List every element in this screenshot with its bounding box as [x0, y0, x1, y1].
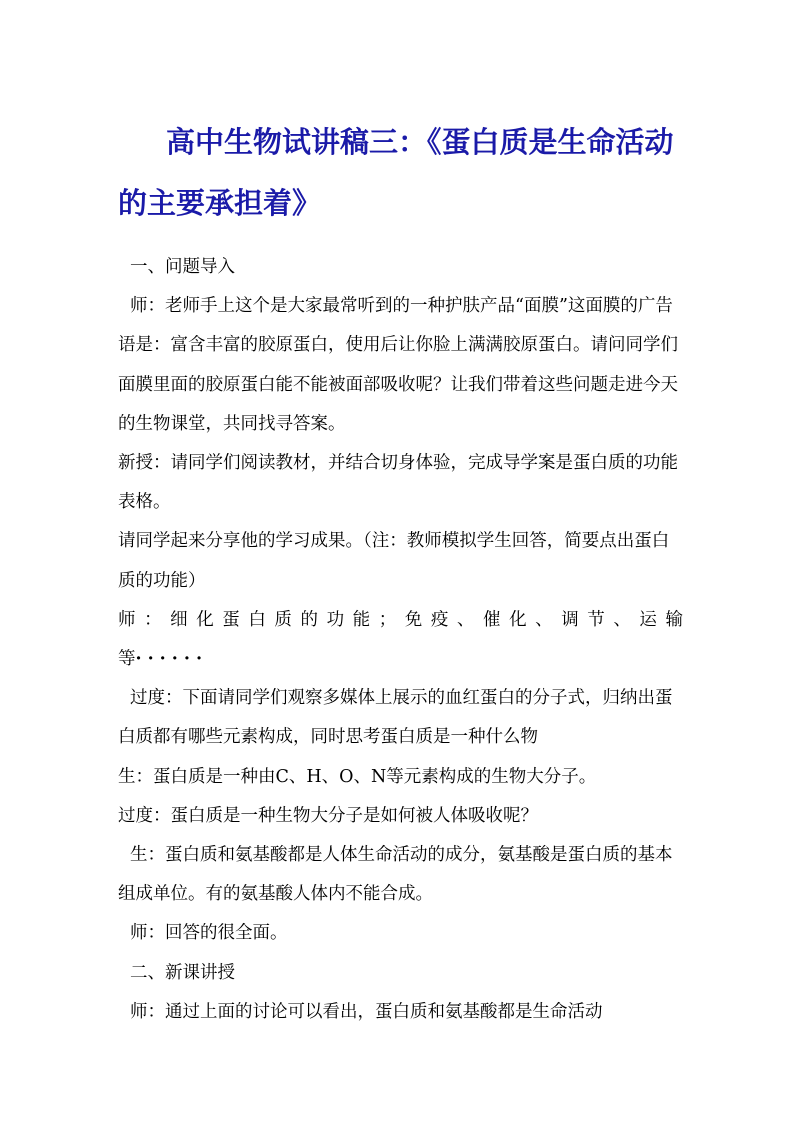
paragraph-new-lesson: 新授：请同学们阅读教材，并结合切身体验，完成导学案是蛋白质的功能表格。 [118, 453, 678, 513]
functions-etc-text: 等 [118, 649, 136, 670]
paragraph-teacher-intro: 师：老师手上这个是大家最常听到的一种护肤产品“面膜”这面膜的广告语是：富含丰富的胶原蛋白，使用后让你脸上满满胶原蛋白。请问同学们面膜里面的胶原蛋白能不能被面部吸收呢？让我们带着这些问题走进今天的生物课堂，共同找寻答案。 [118, 296, 678, 434]
paragraph-teacher-comment: 师：回答的很全面。 [130, 923, 288, 944]
document-body [118, 248, 683, 1032]
paragraph-student-answer-elements: 生：蛋白质是一种由C、H、O、N等元素构成的生物大分子。 [118, 766, 597, 787]
section-heading-new-lesson: 二、新课讲授 [130, 962, 235, 983]
paragraph-teacher-discussion: 师：通过上面的讨论可以看出，蛋白质和氨基酸都是生命活动 [130, 1001, 603, 1022]
paragraph-share-results: 请同学起来分享他的学习成果。（注：教师模拟学生回答，简要点出蛋白质的功能） [118, 531, 670, 591]
document-title: 高中生物试讲稿三：《蛋白质是生命活动的主要承担着》 [118, 125, 674, 220]
ellipsis-dots: ······ [135, 649, 209, 670]
paragraph-transition-absorption: 过度：蛋白质是一种生物大分子是如何被人体吸收呢？ [118, 805, 538, 826]
paragraph-teacher-functions-cont [118, 640, 683, 679]
section-heading-intro: 一、问题导入 [130, 257, 235, 277]
paragraph-teacher-functions: 师：细化蛋白质的功能；免疫、催化、调节、运输 [118, 609, 683, 630]
paragraph-transition-hemoglobin: 过度：下面请同学们观察多媒体上展示的血红蛋白的分子式，归纳出蛋白质都有哪些元素构成，同时思考蛋白质是一种什么物 [118, 688, 673, 748]
paragraph-student-answer-amino: 生：蛋白质和氨基酸都是人体生命活动的成分，氨基酸是蛋白质的基本组成单位。有的氨基酸人体内不能合成。 [118, 845, 673, 905]
